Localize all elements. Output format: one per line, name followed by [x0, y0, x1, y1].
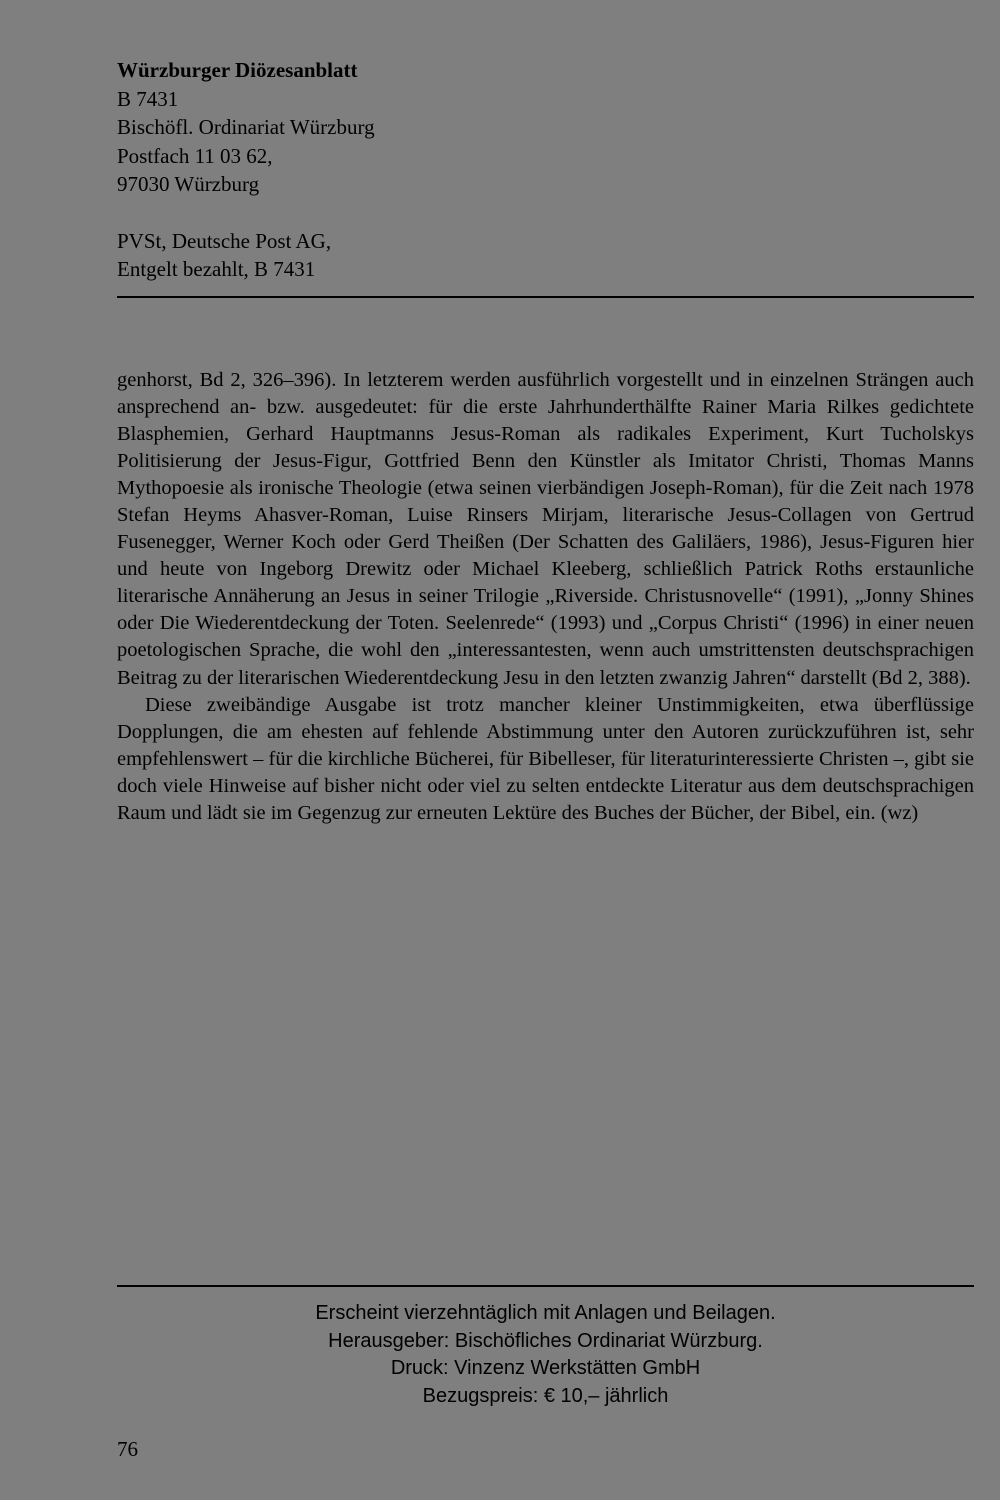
publication-code: B 7431: [117, 86, 179, 111]
header-spacer: [117, 199, 375, 227]
postal-line-2: Entgelt bezahlt, B 7431: [117, 257, 316, 281]
paragraph-2: Diese zweibändige Ausgabe ist trotz mancher kleiner Unstimmigkeiten, etwa überflüssige Dopplungen, die am ehesten auf fehlende Abstimmung unter den Autoren zurückzuführen ist, sehr empfehlenswert – für die kirchliche Bücherei, für Bibelleser, für literaturinteressierte Christen –, gibt sie doch viele Hinweise auf bisher nicht oder viel zu selten entdeckte Literatur aus dem deutschsprachigen Raum und lädt sie im Gegenzug zur erneuten Lektüre des Buches der Bücher, der Bibel, ein. (wz): [117, 693, 974, 824]
postbox-line: Postfach 11 03 62,: [117, 143, 273, 168]
imprint-printer: Druck: Vinzenz Werkstätten GmbH: [390, 1357, 701, 1379]
imprint-price: Bezugspreis: € 10,– jährlich: [422, 1384, 669, 1407]
top-divider: [117, 296, 974, 298]
imprint-publisher: Herausgeber: Bischöfliches Ordinariat Würzburg.: [328, 1329, 763, 1352]
imprint-frequency: Erscheint vierzehntäglich mit Anlagen und Beilagen.: [315, 1302, 776, 1324]
publication-title: Würzburger Diözesanblatt: [117, 58, 358, 82]
page-number: 76: [117, 1437, 138, 1461]
article-body: [117, 367, 974, 827]
postal-line-1: PVSt, Deutsche Post AG,: [117, 228, 332, 253]
imprint: [117, 1300, 974, 1410]
city-line: 97030 Würzburg: [117, 172, 260, 196]
paragraph-1: genhorst, Bd 2, 326–396). In letzterem werden ausführlich vorgestellt und in einzelnen Strängen auch ansprechend an- bzw. ausgedeutet: für die erste Jahrhunderthälfte Rainer Maria Rilkes gedichtete Blasphemien, Gerhard Hauptmanns Jesus-Roman als radikales Experiment, Kurt Tucholskys Politisierung der Jesus-Figur, Gottfried Benn den Künstler als Imitator Christi, Thomas Manns Mythopoesie als ironische Theologie (etwa seinen vierbändigen Joseph-Roman), für die Zeit nach 1978 Stefan Heyms Ahasver-Roman, Luise Rinsers Mirjam, literarische Jesus-Collagen von Gertrud Fusenegger, Werner Koch oder Gerd Theißen (Der Schatten des Galiläers, 1986), Jesus-Figuren hier und heute von Ingeborg Drewitz oder Michael Kleeberg, schließlich Patrick Roths erstaunliche literarische Annäherung an Jesus in seiner Trilogie „Riverside. Christusnovelle“ (1991), „Jonny Shines oder Die Wiederentdeckung der Toten. Seelenrede“ (1993) und „Corpus Christi“ (1996) in einer neuen poetologischen Sprache, die wohl den „interessantesten, wenn auch umstrittensten deutschsprachigen Beitrag zu der literarischen Wiederentdeckung Jesu in den letzten zwanzig Jahren“ darstellt (Bd 2, 388).: [117, 369, 974, 689]
sender-name: Bischöfl. Ordinariat Würzburg: [117, 115, 375, 139]
address-block: [117, 56, 375, 284]
bottom-divider: [117, 1285, 974, 1287]
